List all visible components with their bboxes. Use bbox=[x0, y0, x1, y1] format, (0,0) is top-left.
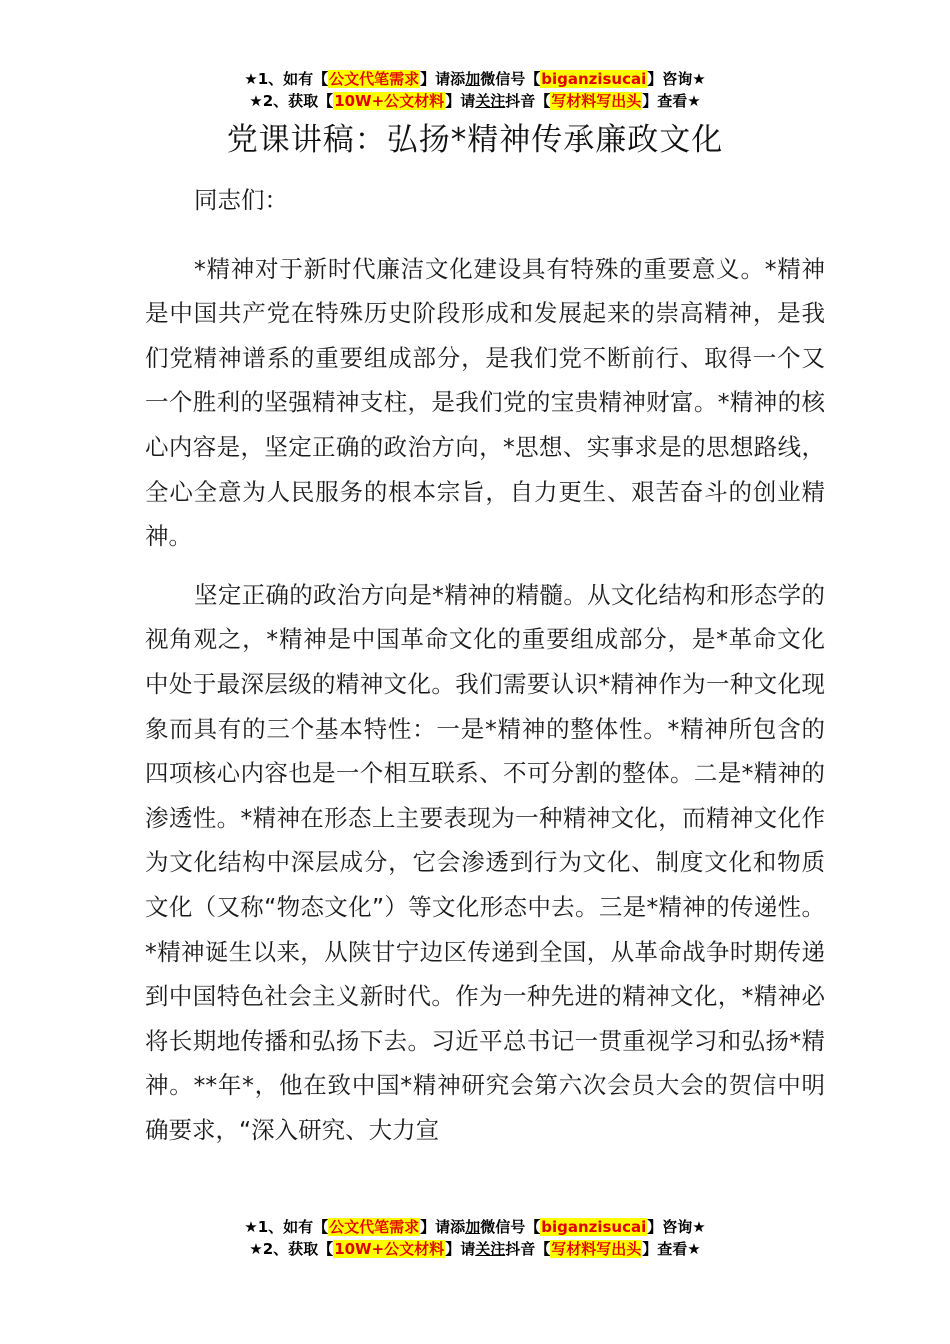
banner-text: ★2、获取【 bbox=[249, 1240, 334, 1258]
greeting: 同志们： bbox=[194, 186, 288, 214]
banner-highlight: 10W+公文材料 bbox=[334, 92, 445, 110]
banner-underline: 关注 bbox=[475, 1240, 506, 1258]
document-title: 党课讲稿：弘扬*精神传承廉政文化 bbox=[226, 122, 724, 158]
banner-text: 抖音【 bbox=[505, 1240, 551, 1258]
banner-line-2 bbox=[0, 1238, 950, 1260]
banner-text: 抖音【 bbox=[505, 92, 551, 110]
banner-underline: 关注 bbox=[475, 92, 506, 110]
banner-text: 】查看★ bbox=[642, 1240, 701, 1258]
banner-text: ★2、获取【 bbox=[249, 92, 334, 110]
banner-highlight: 10W+公文材料 bbox=[334, 1240, 445, 1258]
banner-text: 】请添 bbox=[420, 70, 466, 88]
header-banner bbox=[0, 68, 950, 112]
paragraph-2: 坚定正确的政治方向是*精神的精髓。从文化结构和形态学的视角观之，*精神是中国革命文化的重要组成部分，是*革命文化中处于最深层级的精神文化。我们需要认识*精神作为一种文化现象而具有的三个基本特性：一是*精神的整体性。*精神所包含的四项核心内容也是一个相互联系、不可分割的整体。二是*精神的渗透性。*精神在形态上主要表现为一种精神文化，而精神文化作为文化结构中深层成分，它会渗透到行为文化、制度文化和物质文化（又称“物态文化”）等文化形态中去。三是*精神的传递性。*精神诞生以来，从陕甘宁边区传递到全国，从革命战争时期传递到中国特色社会主义新时代。作为一种先进的精神文化，*精神必将长期地传播和弘扬下去。习近平总书记一贯重视学习和弘扬*精神。**年*，他在致中国*精神研究会第六次会员大会的贺信中明确要求，“深入研究、大力宣 bbox=[145, 580, 825, 1144]
banner-text: ★1、如有【 bbox=[244, 70, 329, 88]
banner-underline: 加 bbox=[465, 1218, 481, 1236]
banner-highlight: biganzisucai bbox=[541, 70, 647, 88]
banner-text: 】请 bbox=[445, 1240, 476, 1258]
banner-text: ★1、如有【 bbox=[244, 1218, 329, 1236]
banner-highlight: biganzisucai bbox=[541, 1218, 647, 1236]
banner-text: 】查看★ bbox=[642, 92, 701, 110]
banner-highlight: 写材料写出头 bbox=[551, 92, 642, 110]
paragraph-1: *精神对于新时代廉洁文化建设具有特殊的重要意义。*精神是中国共产党在特殊历史阶段形成和发展起来的崇高精神，是我们党精神谱系的重要组成部分，是我们党不断前行、取得一个又一个胜利的坚强精神支柱，是我们党的宝贵精神财富。*精神的核心内容是，坚定正确的政治方向，*思想、实事求是的思想路线，全心全意为人民服务的根本宗旨，自力更生、艰苦奋斗的创业精神。 bbox=[145, 254, 825, 551]
banner-highlight: 写材料写出头 bbox=[551, 1240, 642, 1258]
document-body bbox=[145, 178, 825, 1152]
banner-text: 】请 bbox=[445, 92, 476, 110]
banner-underline: 加 bbox=[465, 70, 481, 88]
banner-line-2 bbox=[0, 90, 950, 112]
banner-highlight: 公文代笔需求 bbox=[329, 70, 420, 88]
banner-line-1 bbox=[0, 1216, 950, 1238]
banner-highlight: 公文代笔需求 bbox=[329, 1218, 420, 1236]
banner-text: 】请添 bbox=[420, 1218, 466, 1236]
banner-text: 】咨询★ bbox=[647, 70, 706, 88]
banner-text: 微信号【 bbox=[480, 1218, 541, 1236]
footer-banner bbox=[0, 1216, 950, 1260]
banner-text: 微信号【 bbox=[480, 70, 541, 88]
banner-line-1 bbox=[0, 68, 950, 90]
banner-text: 】咨询★ bbox=[647, 1218, 706, 1236]
